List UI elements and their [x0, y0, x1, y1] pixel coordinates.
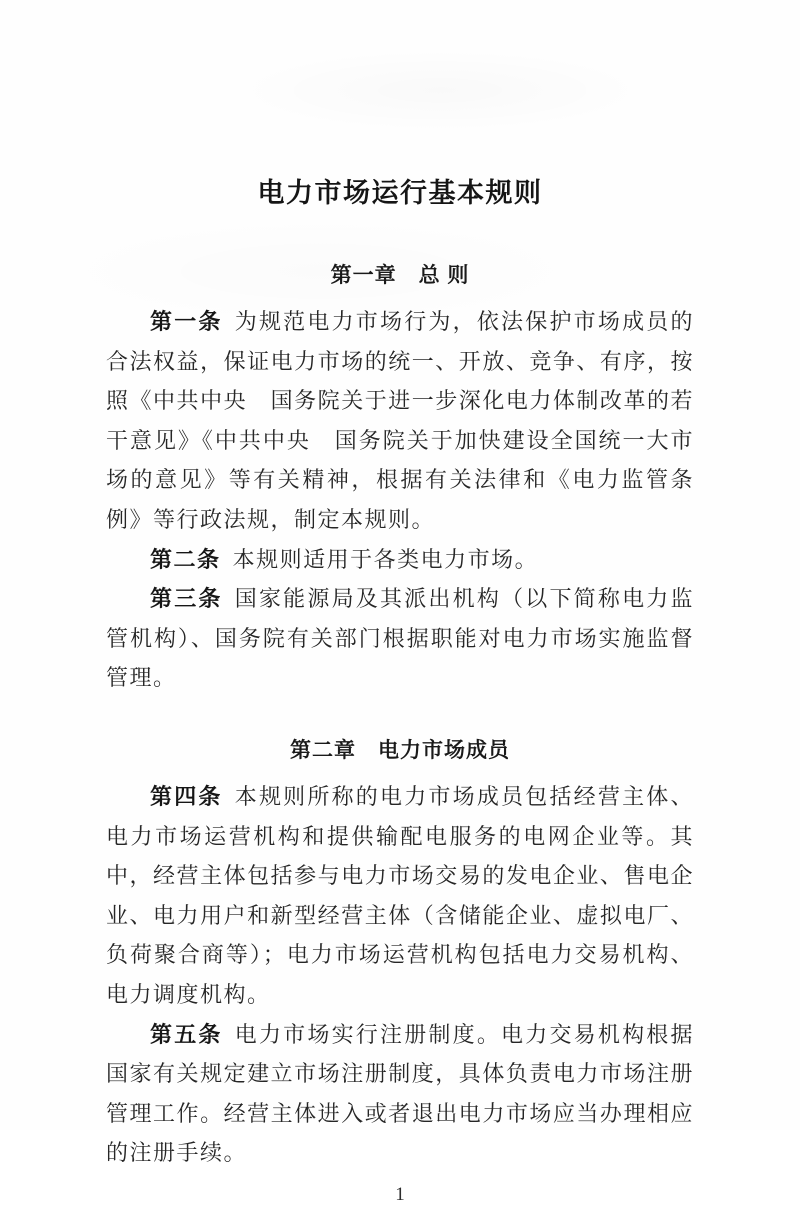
- article-1-label: 第一条: [150, 309, 223, 334]
- article-4-label: 第四条: [150, 783, 223, 809]
- chapter-general-provisions: [106, 261, 694, 698]
- article-3-label: 第三条: [150, 586, 223, 612]
- article-5-text: 电力市场实行注册制度。电力交易机构根据国家有关规定建立市场注册制度，具体负责电力市场注册管理工作。经营主体进入或者退出电力市场应当办理相应的注册手续。: [106, 1021, 694, 1166]
- article-5-label: 第五条: [150, 1021, 223, 1047]
- chapter-1-heading: 第一章 总 则: [330, 264, 470, 287]
- article-1: [106, 302, 694, 540]
- page-number: 1: [395, 1183, 405, 1205]
- article-5: [106, 1015, 694, 1173]
- article-3-text: 国家能源局及其派出机构（以下简称电力监管机构）、国务院有关部门根据职能对电力市场实施监督管理。: [106, 586, 694, 691]
- chapter-2-heading: 第二章 电力市场成员: [290, 738, 510, 762]
- chapter-1-articles: [106, 302, 694, 698]
- article-1-text: 为规范电力市场行为，依法保护市场成员的合法权益，保证电力市场的统一、开放、竞争、有序，按照《中共中央 国务院关于进一步深化电力体制改革的若干意见》《中共中央 国务院关于加快建设全国统一大市场的意见》等有关精神，根据有关法律和《电力监管条例》等行政法规，制定本规则。: [106, 309, 694, 532]
- article-4-text: 本规则所称的电力市场成员包括经营主体、电力市场运营机构和提供输配电服务的电网企业等。其中，经营主体包括参与电力市场交易的发电企业、售电企业、电力用户和新型经营主体（含储能企业、虚拟电厂、负荷聚合商等）；电力市场运营机构包括电力交易机构、电力调度机构。: [106, 783, 694, 1007]
- article-3: [106, 579, 694, 698]
- article-4: [106, 777, 694, 1015]
- article-2-text: 本规则适用于各类电力市场。: [232, 546, 539, 572]
- article-2: [106, 540, 694, 580]
- chapter-market-members: [106, 736, 694, 1173]
- chapter-2-articles: [106, 777, 694, 1173]
- article-2-label: 第二条: [150, 546, 221, 572]
- document-title: 电力市场运行基本规则: [257, 178, 543, 208]
